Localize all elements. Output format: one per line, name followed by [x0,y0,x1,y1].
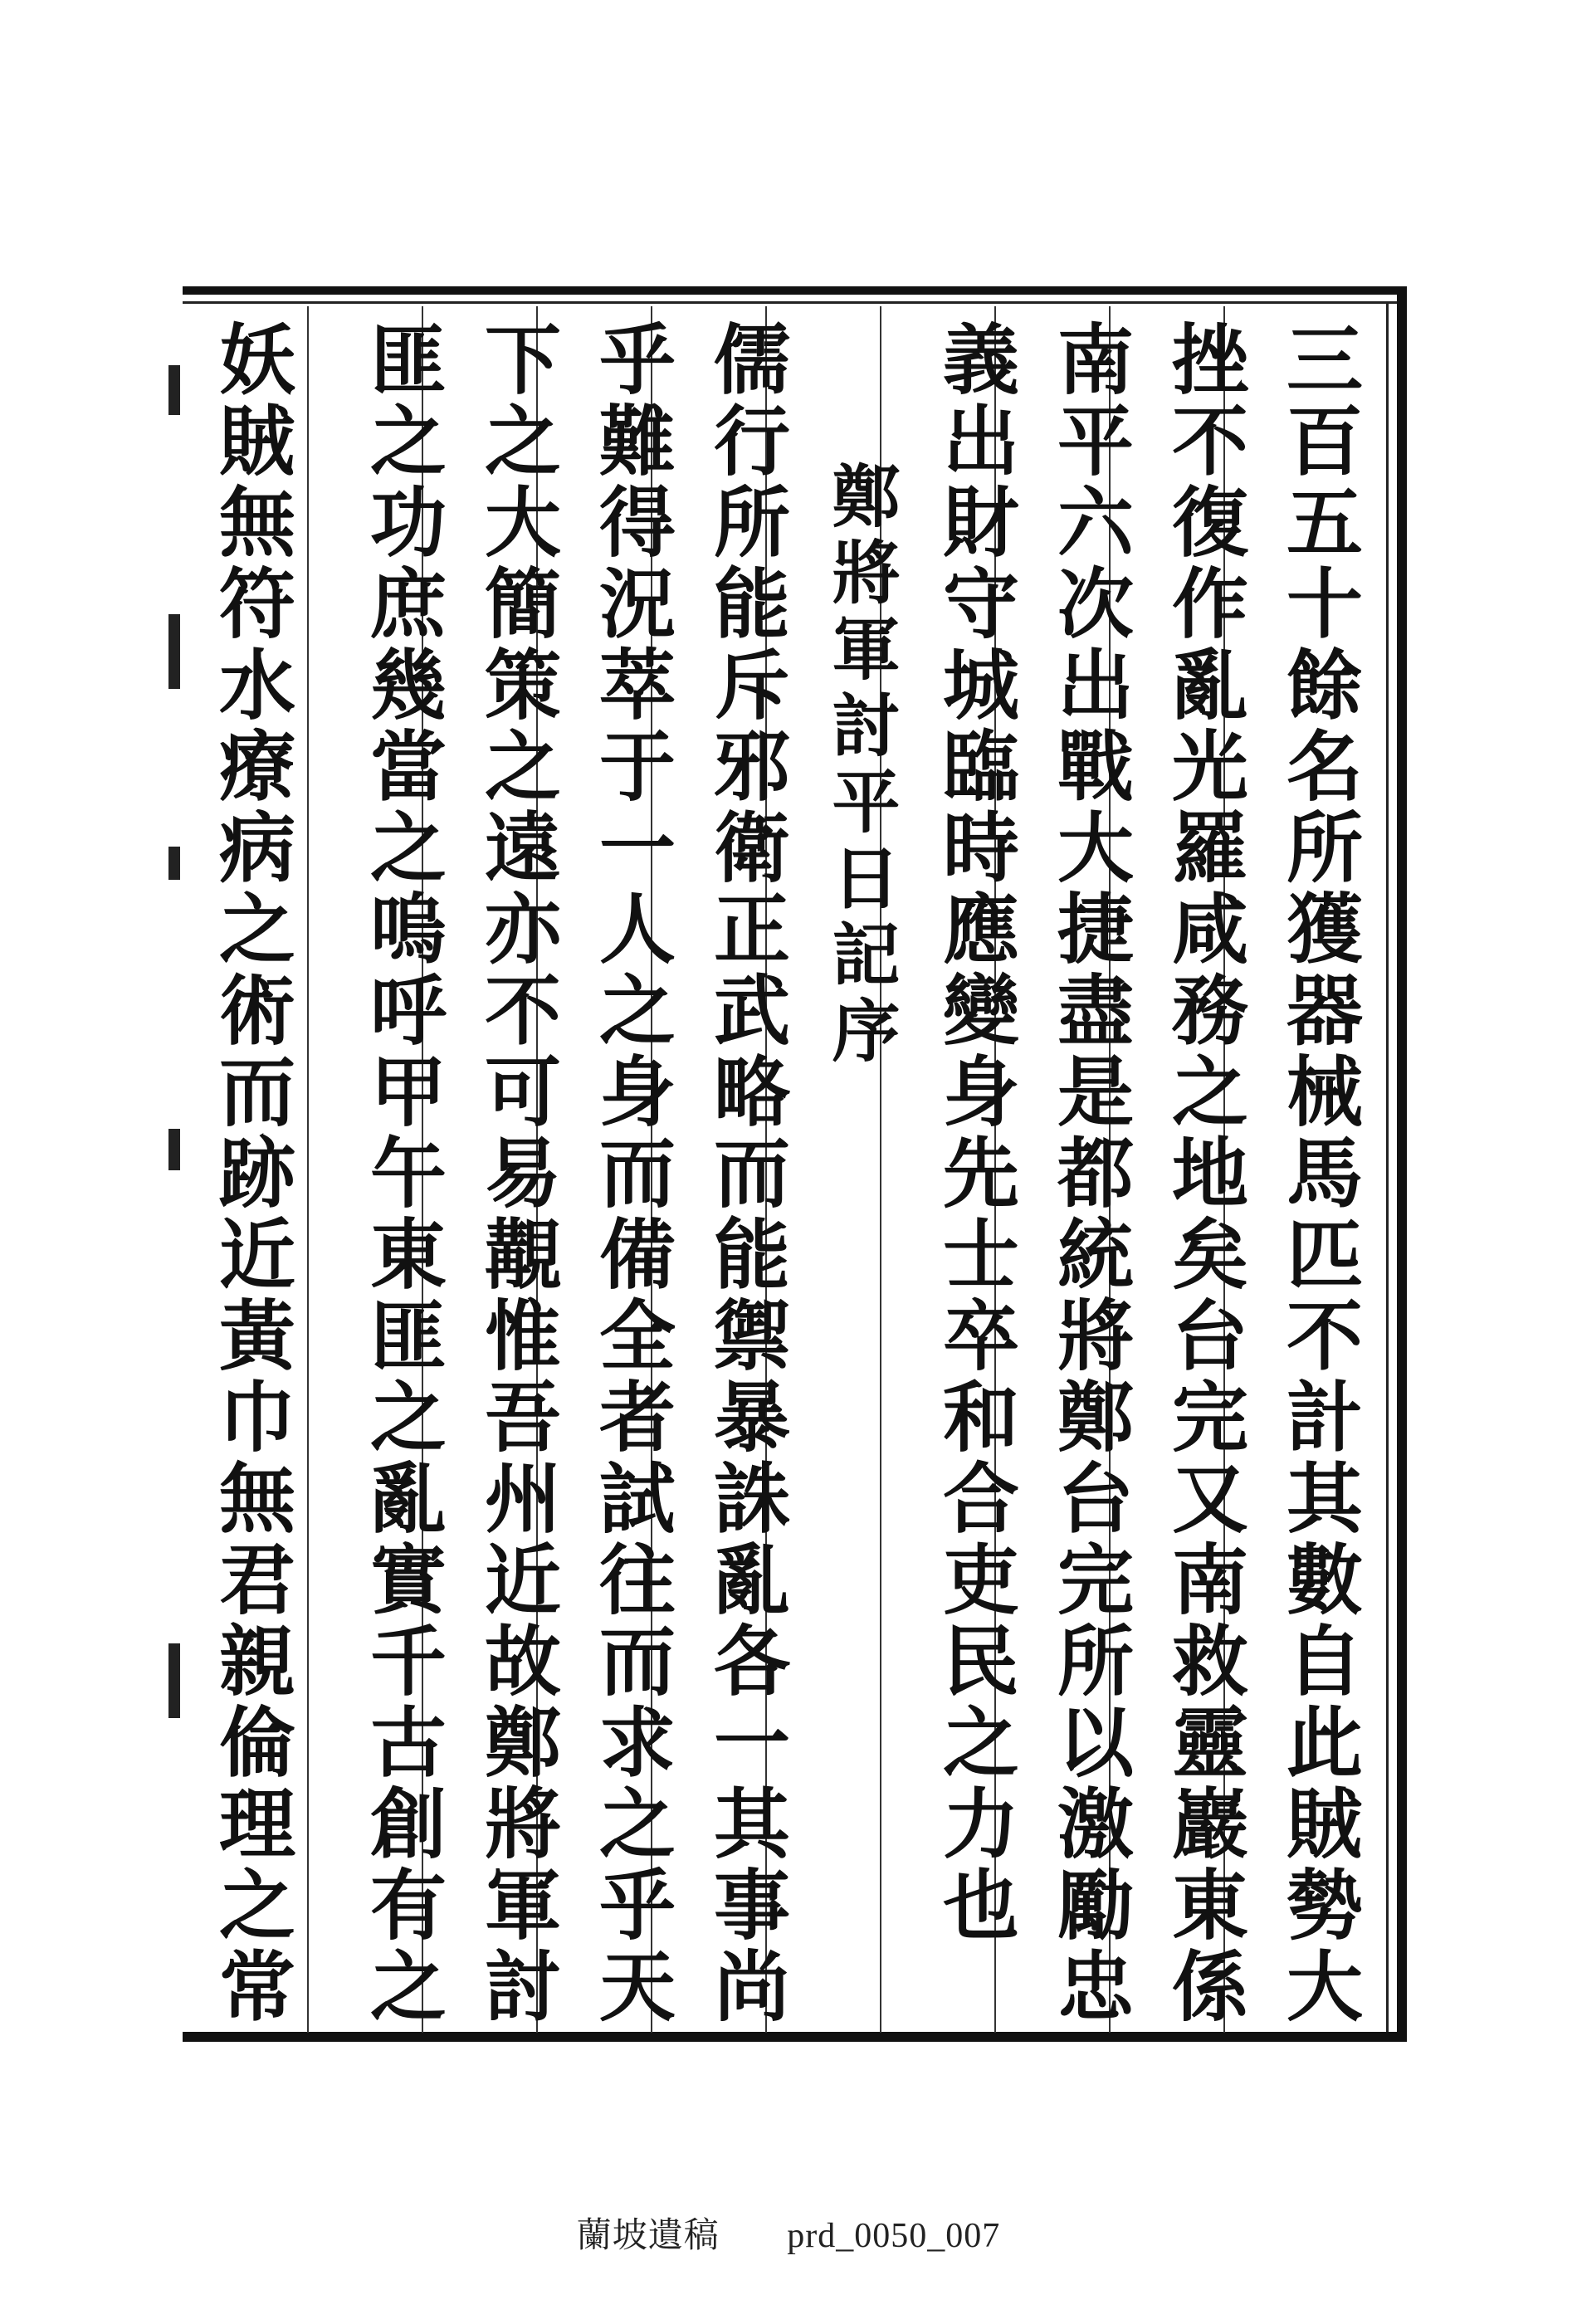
right-border-rule [1397,286,1407,2042]
margin-mark [168,1643,180,1718]
footer-page-id: prd_0050_007 [787,2217,1001,2255]
section-title: 鄭將軍討平日記序 [821,461,901,1072]
text-column-1: 三百五十餘名所獲器械馬匹不計其數自此賊勢大 [1274,320,1364,2028]
text-column-4: 義出財守城臨時應變身先士卒和合吏民之力也 [930,320,1020,1946]
text-column-8: 下之大簡策之遠亦不可易覯惟吾州近故鄭將軍討 [472,320,562,2028]
text-column-2: 挫不復作亂光羅咸務之地矣台完又南救靈巖東係 [1160,320,1249,2028]
page-frame [183,286,1407,2042]
text-column-3: 南平六次出戰大捷盡是都統將鄭台完所以激勵忠 [1045,320,1135,2028]
text-column-10: 妖賊無符水療病之術而跡近黃巾無君親倫理之常 [207,320,296,2028]
left-margin-printer-marks [162,299,195,2042]
top-border-rule [183,286,1407,295]
bottom-border-rule [183,2032,1407,2042]
footer-caption [0,2208,1577,2258]
text-column-9: 匪之功庶幾當之嗚呼甲午東匪之亂實千古創有之 [358,320,447,2028]
text-column-7: 乎難得況萃于一人之身而備全者試往而求之乎天 [587,320,676,2028]
footer-book-title: 蘭坡遺稿 [576,2217,720,2255]
top-inner-rule [183,301,1407,304]
margin-mark [168,1129,180,1170]
column-divider [307,306,309,2033]
text-column-6: 儒行所能斥邪衛正武略而能禦暴誅亂各一其事尚 [701,320,791,2028]
margin-mark [168,847,180,880]
margin-mark [168,365,180,415]
right-inner-rule [1386,303,1389,2034]
margin-mark [168,614,180,689]
